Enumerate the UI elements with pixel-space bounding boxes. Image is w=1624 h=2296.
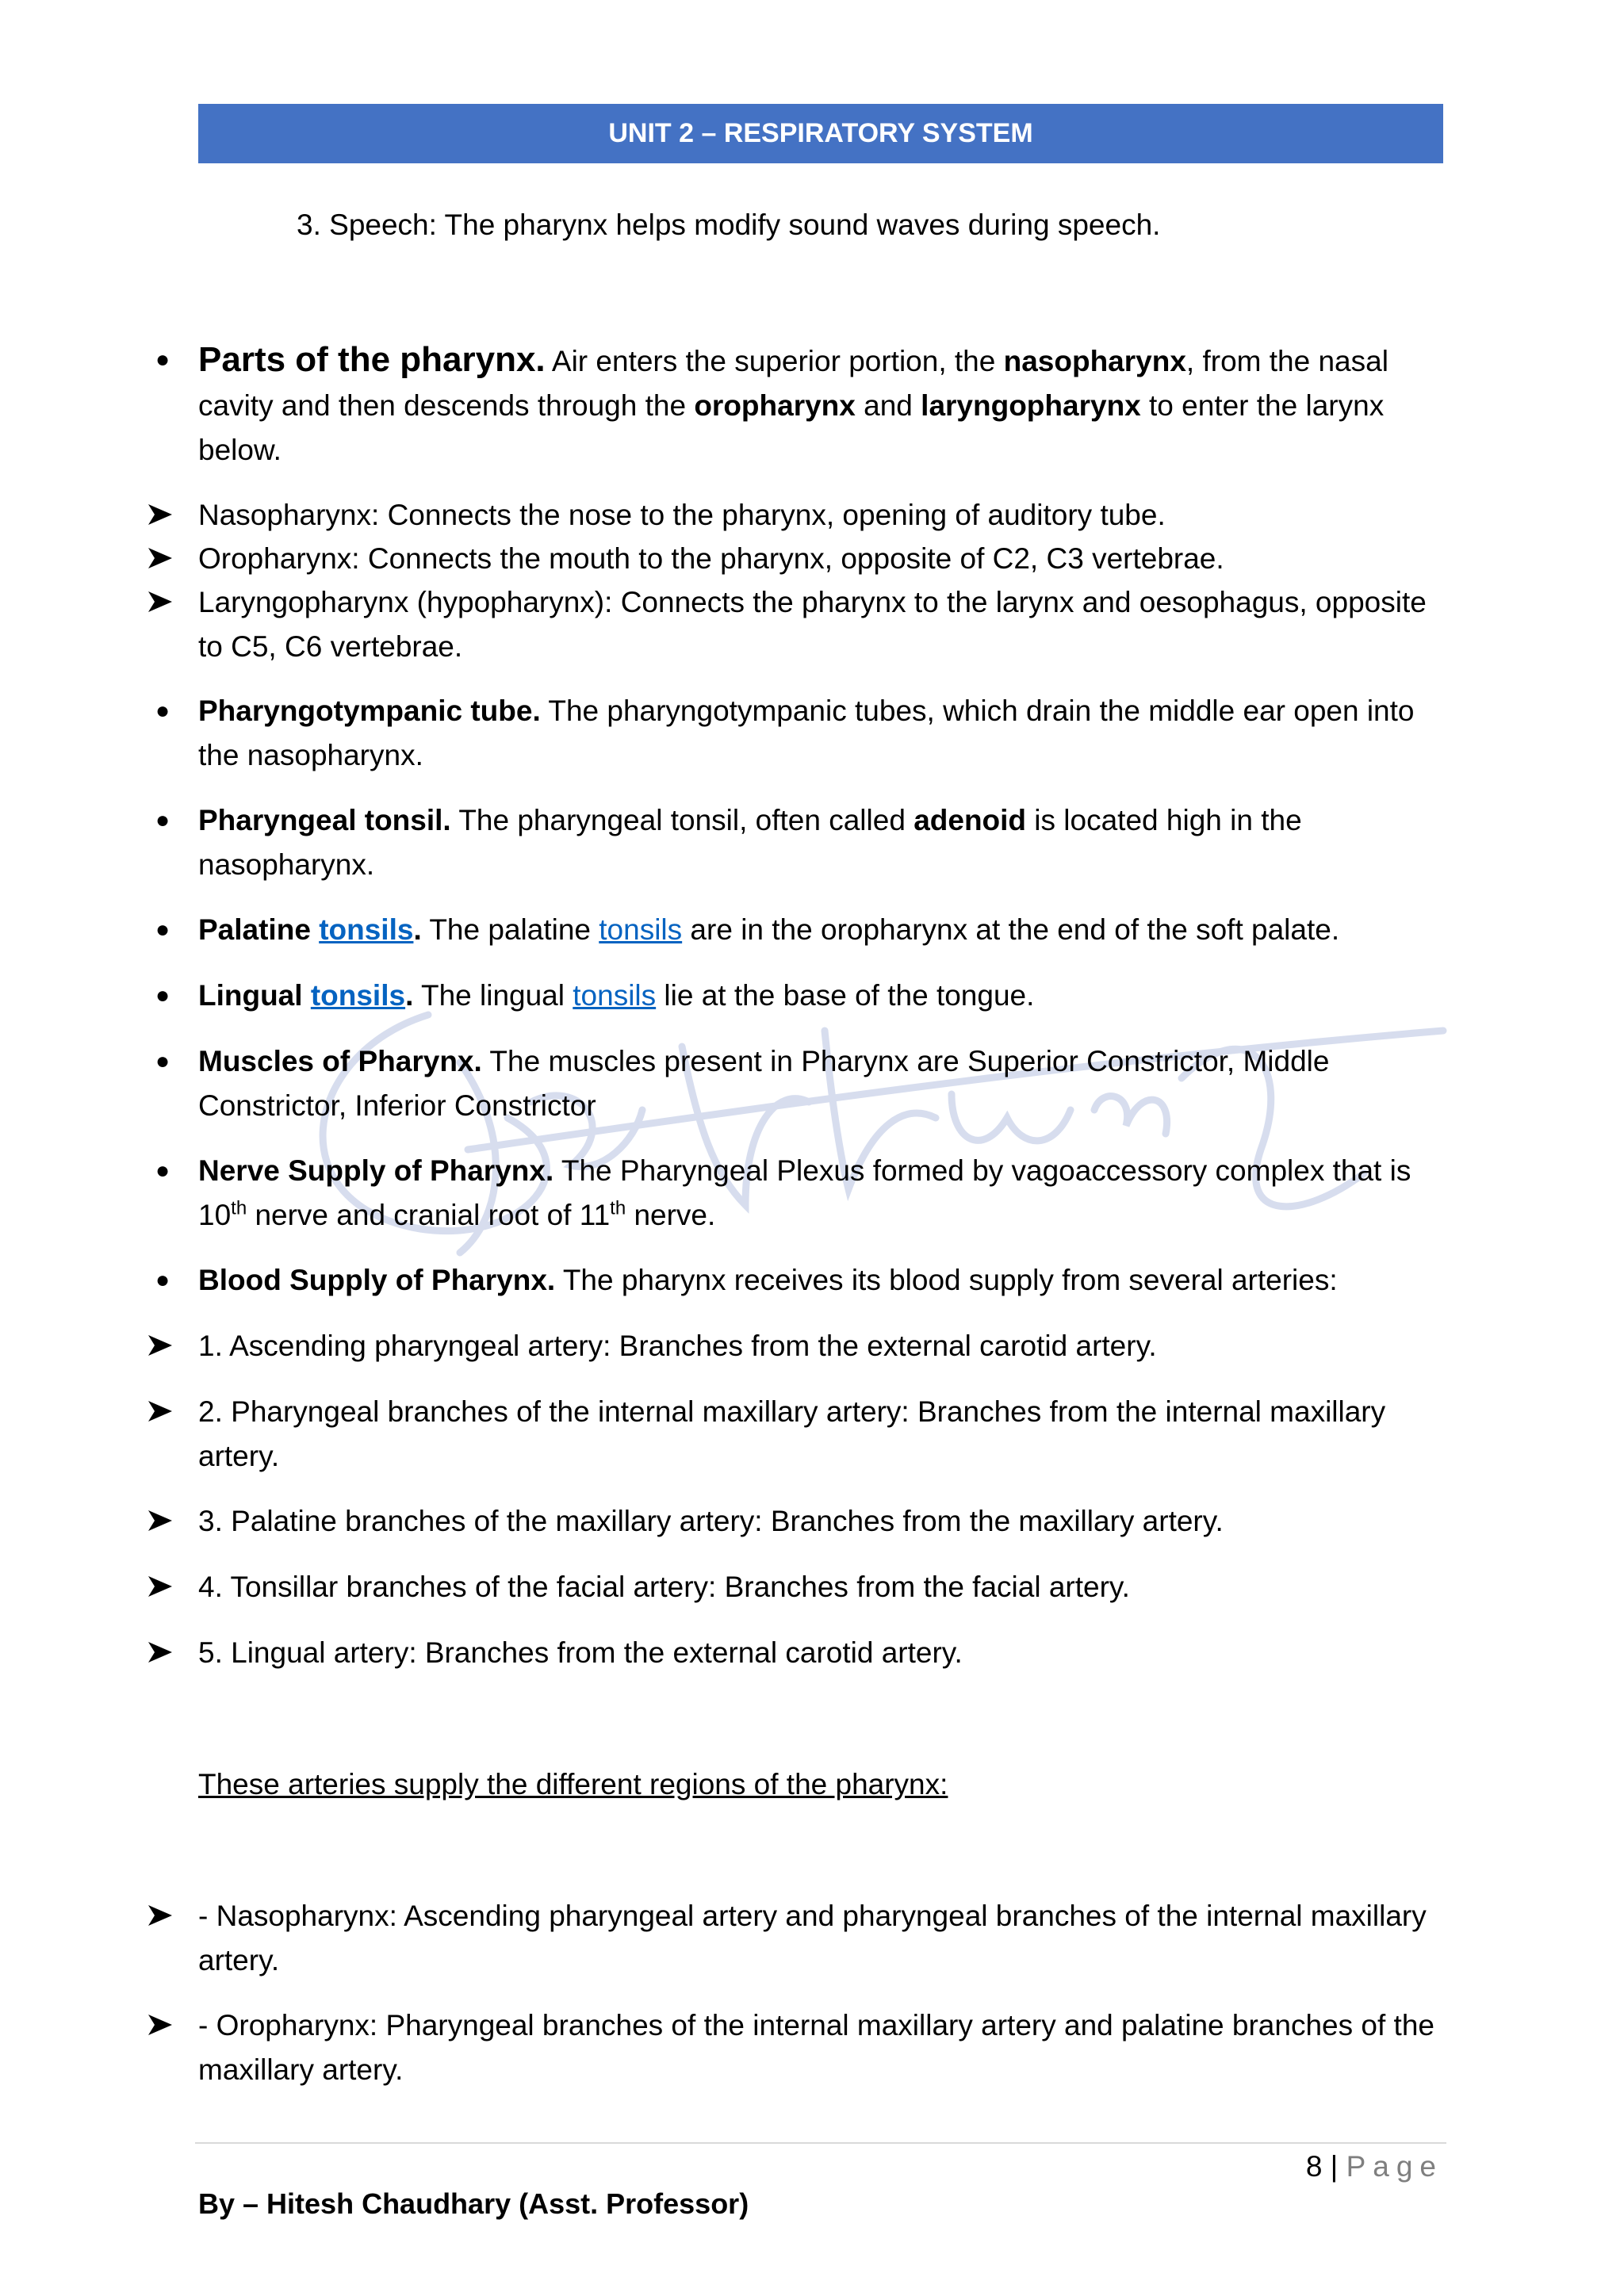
author-line: By – Hitesh Chaudhary (Asst. Professor): [198, 2187, 749, 2220]
list-item: ● Blood Supply of Pharynx. The pharynx receives its blood supply from several arteries:: [198, 1258, 1443, 1303]
arrow-bullet-icon: [147, 1565, 178, 1609]
bullet-icon: ●: [155, 1158, 170, 1184]
unit-header: UNIT 2 – RESPIRATORY SYSTEM: [198, 104, 1443, 163]
arrow-bullet-icon: [147, 1499, 178, 1544]
arrow-bullet-icon: [147, 1324, 178, 1368]
arrow-bullet-icon: [147, 1631, 178, 1675]
page-number: 8 | Page: [1305, 2150, 1443, 2183]
list-item: Nasopharynx: Connects the nose to the pharynx, opening of auditory tube.: [198, 493, 1443, 538]
list-item: ● Pharyngotympanic tube. The pharyngotympanic tubes, which drain the middle ear open into the nasopharynx.: [198, 689, 1443, 778]
list-item: 3. Palatine branches of the maxillary artery: Branches from the maxillary artery.: [198, 1499, 1443, 1544]
tonsils-link[interactable]: tonsils: [319, 913, 414, 946]
list-item: 4. Tonsillar branches of the facial artery: Branches from the facial artery.: [198, 1565, 1443, 1609]
bullet-icon: ●: [155, 1048, 170, 1074]
list-item: Laryngopharynx (hypopharynx): Connects the pharynx to the larynx and oesophagus, opposite to C5, C6 vertebrae.: [198, 580, 1443, 669]
tonsils-link[interactable]: tonsils: [599, 913, 683, 946]
arrow-bullet-icon: [147, 1390, 178, 1434]
section-heading: Parts of the pharynx.: [198, 340, 546, 379]
regions-heading: These arteries supply the different regions of the pharynx:: [198, 1768, 948, 1800]
arrow-bullet-icon: [147, 1894, 178, 1938]
arrow-bullet-icon: [147, 2003, 178, 2048]
bullet-icon: ●: [155, 982, 170, 1008]
bullet-icon: ●: [155, 698, 170, 724]
list-item: ● Palatine tonsils. The palatine tonsils are in the oropharynx at the end of the soft palate.: [198, 908, 1443, 952]
arrow-bullet-icon: [147, 537, 178, 581]
list-item: ● Muscles of Pharynx. The muscles present in Pharynx are Superior Constrictor, Middle Constrictor, Inferior Constrictor: [198, 1039, 1443, 1128]
tonsils-link[interactable]: tonsils: [310, 979, 406, 1012]
speech-line: 3. Speech: The pharynx helps modify sound waves during speech.: [297, 209, 1161, 241]
list-item: - Nasopharynx: Ascending pharyngeal artery and pharyngeal branches of the internal maxillary artery.: [198, 1894, 1443, 1983]
list-item: - Oropharynx: Pharyngeal branches of the internal maxillary artery and palatine branches of the maxillary artery.: [198, 2003, 1443, 2092]
list-item: Oropharynx: Connects the mouth to the pharynx, opposite of C2, C3 vertebrae.: [198, 537, 1443, 581]
list-item: ● Lingual tonsils. The lingual tonsils lie at the base of the tongue.: [198, 974, 1443, 1018]
bullet-icon: ●: [155, 916, 170, 943]
footer-divider: [195, 2142, 1446, 2144]
tonsils-link[interactable]: tonsils: [573, 979, 657, 1012]
bullet-icon: ●: [155, 346, 170, 373]
bullet-icon: ●: [155, 1267, 170, 1293]
list-item: ● Nerve Supply of Pharynx. The Pharyngeal Plexus formed by vagoaccessory complex that is 10th nerve and cranial root of 11th nerve.: [198, 1149, 1443, 1238]
arrow-bullet-icon: [147, 493, 178, 538]
list-item: 5. Lingual artery: Branches from the external carotid artery.: [198, 1631, 1443, 1675]
bullet-icon: ●: [155, 807, 170, 833]
list-item: 1. Ascending pharyngeal artery: Branches from the external carotid artery.: [198, 1324, 1443, 1368]
list-item: 2. Pharyngeal branches of the internal maxillary artery: Branches from the internal maxillary artery.: [198, 1390, 1443, 1479]
list-item: ● Pharyngeal tonsil. The pharyngeal tonsil, often called adenoid is located high in the nasopharynx.: [198, 798, 1443, 887]
list-item: ● Parts of the pharynx. Air enters the superior portion, the nasopharynx, from the nasal cavity and then descends through the oropharynx and laryngopharynx to enter the larynx below.: [198, 338, 1443, 473]
arrow-bullet-icon: [147, 580, 178, 625]
